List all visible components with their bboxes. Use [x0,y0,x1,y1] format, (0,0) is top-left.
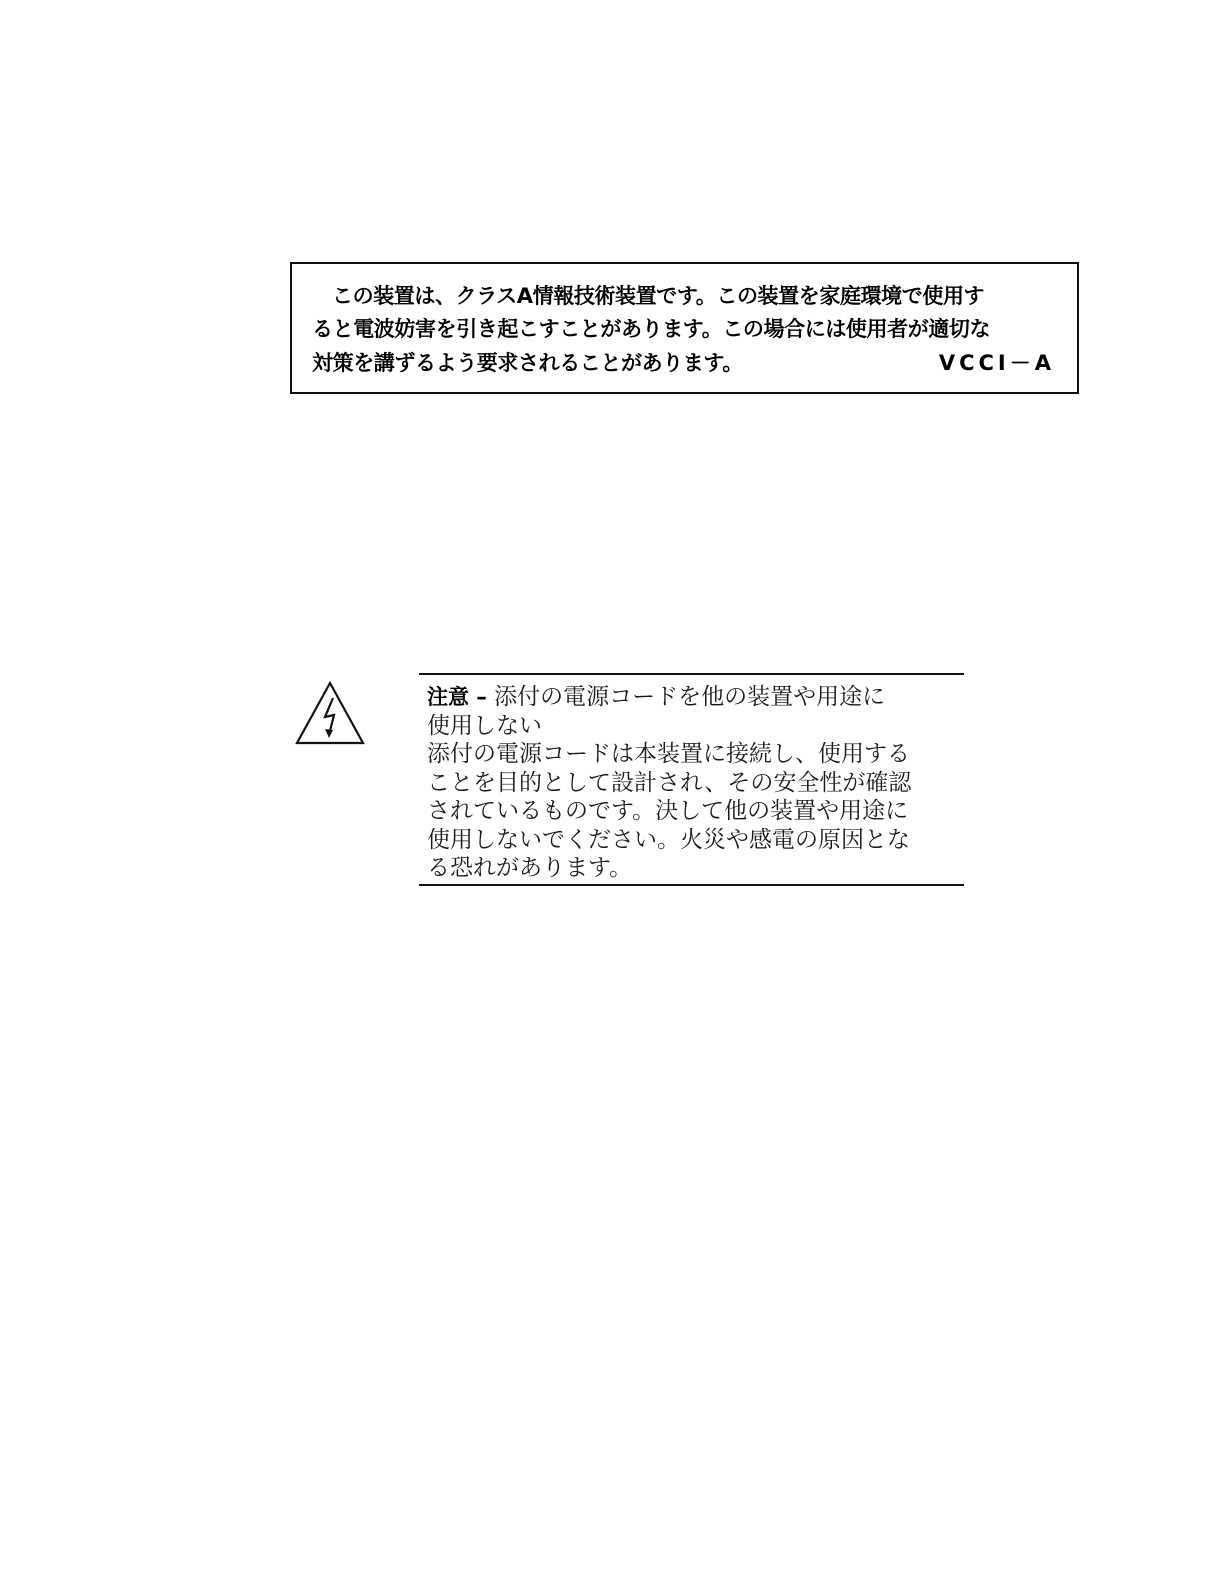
caution-title-line-1: 注意 – 添付の電源コードを他の装置や用途に [427,684,886,710]
caution-body-line: 添付の電源コードは本装置に接続し、使用する [427,741,910,767]
vcci-notice-box [290,262,1079,394]
caution-top-rule [419,673,964,675]
vcci-class-mark: VCCI－A [938,351,1055,375]
caution-body-line: されているものです。決して他の装置や用途に [427,798,909,824]
caution-message [427,683,967,883]
caution-title-line-2: 使用しない [427,712,542,739]
caution-bottom-rule [419,884,964,886]
caution-label: 注意 – [427,685,487,709]
vcci-notice-line: 対策を講ずるよう要求されることがあります。 [312,351,743,375]
caution-body-line: ことを目的として設計され、その安全性が確認 [427,769,912,796]
vcci-notice-line: ると電波妨害を引き起こすことがあります。この場合には使用者が適切な [312,317,991,341]
caution-body-line: 使用しないでください。火災や感電の原因とな [427,826,910,853]
caution-body-line: る恐れがあります。 [427,855,633,881]
vcci-notice-line: この装置は、クラスA情報技術装置です。この装置を家庭環境で使用す [332,284,985,308]
electrical-hazard-warning-icon [294,680,366,746]
